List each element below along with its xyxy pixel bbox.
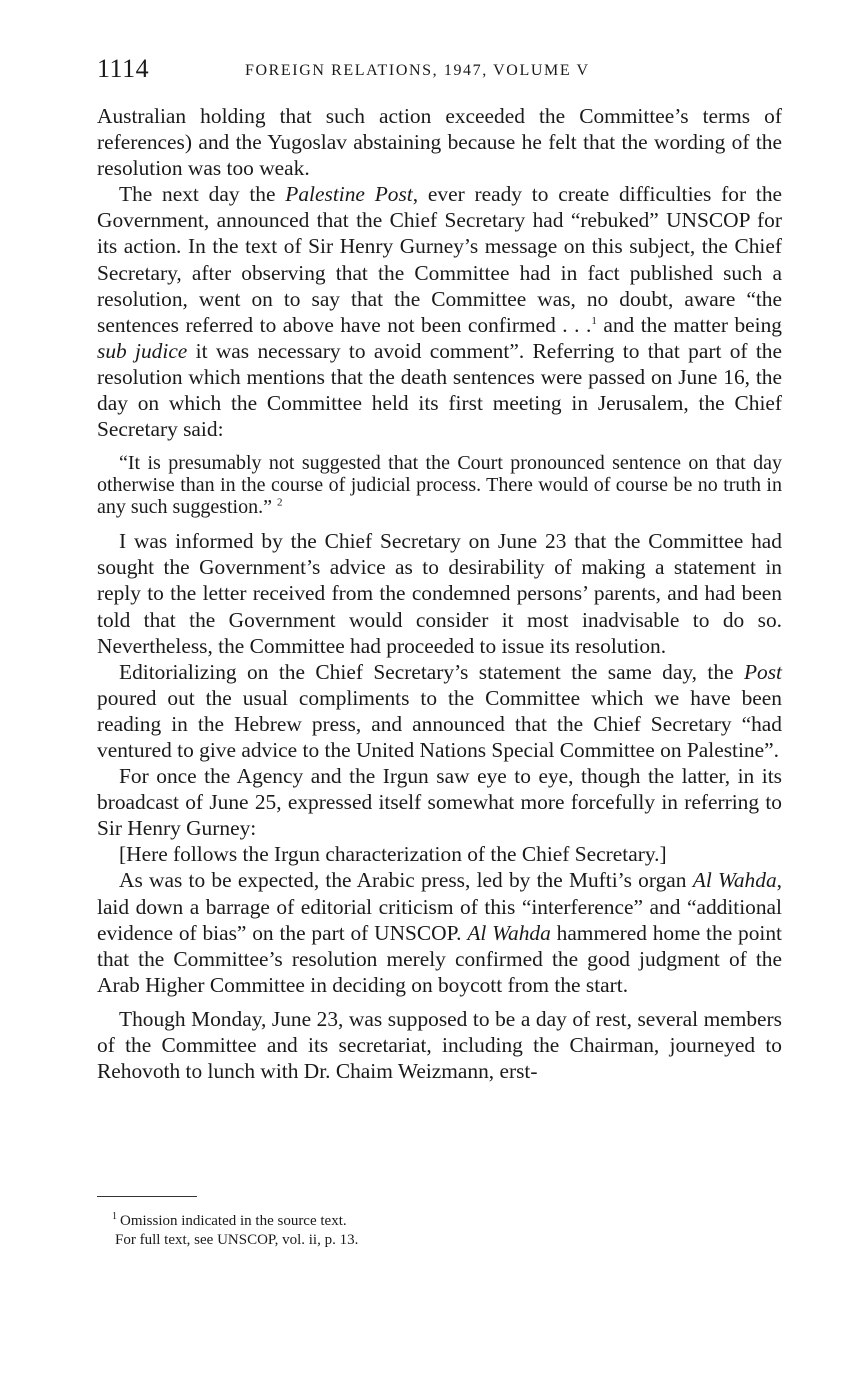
footnote-text: Omission indicated in the source text. — [120, 1213, 347, 1229]
page-number: 1114 — [97, 54, 150, 83]
text-run: Editorializing on the Chief Secretary’s statement the same day, the — [119, 659, 744, 684]
italic-title: Al Wahda — [467, 920, 551, 945]
paragraph-4 — [97, 659, 782, 763]
text-run: poured out the usual compliments to the Committee which we have been reading in the Hebrew press, and announced that the Chief Secretary “had ventured to give advice to the United Nations Special Committee on Palestine”. — [97, 685, 782, 762]
paragraph-2 — [97, 181, 782, 442]
footnote-1 — [112, 1212, 358, 1231]
text-run: As was to be expected, the Arabic press, led by the Mufti’s organ — [119, 868, 693, 893]
quote-text: “It is presumably not suggested that the Court pronounced sentence on that day otherwise than in the course of judicial process. There would of course be no truth in any such suggestion.” — [97, 452, 782, 519]
text-run: and the matter being — [596, 312, 783, 337]
italic-title: Al Wahda — [692, 868, 777, 893]
paragraph-3: I was informed by the Chief Secretary on June 23 that the Committee had sought the Government’s advice as to desirability of making a statement in reply to the letter received from the condemned persons’ parents, and had been told that the Government would consider it most inadvisable to do so. Nevertheless, the Committee had proceeded to issue its resolution. — [97, 529, 782, 658]
footnotes — [112, 1212, 358, 1250]
paragraph-8: Though Monday, June 23, was supposed to be a day of rest, several members of the Committee and its secretariat, including the Chairman, journeyed to Rehovoth to lunch with Dr. Chaim Weizmann, erst- — [97, 1006, 782, 1084]
editorial-note: [Here follows the Irgun characterization of the Chief Secretary.] — [119, 842, 667, 867]
running-head: FOREIGN RELATIONS, 1947, VOLUME V — [245, 62, 590, 79]
body-text — [97, 103, 782, 1084]
footnote-reference: 2 — [276, 496, 283, 509]
footnote-text: For full text, see UNSCOP, vol. ii, p. 13. — [115, 1232, 359, 1248]
italic-term: sub judice — [97, 338, 188, 363]
text-run: , laid down a barrage of editorial criticism of this “interference” and “additional evidence of bias” on the part of UNSCOP. — [97, 868, 782, 945]
paragraph-5: For once the Agency and the Irgun saw eye to eye, though the latter, in its broadcast of June 25, expressed itself somewhat more forcefully in referring to Sir Henry Gurney: — [97, 764, 782, 841]
text-run: it was necessary to avoid comment”. Referring to that part of the resolution which mentions that the death sentences were passed on June 16, the day on which the Committee held its first meeting in Jerusalem, the Chief Secretary said: — [97, 338, 782, 442]
footnote-reference: 1 — [591, 314, 597, 327]
block-quote — [97, 452, 782, 518]
paragraph-1: Australian holding that such action exceeded the Committee’s terms of references) and the Yugoslav abstaining because he felt that the wording of the resolution was too weak. — [97, 104, 782, 181]
footnote-divider — [97, 1196, 197, 1197]
paragraph-7 — [97, 867, 782, 997]
italic-title: Post — [743, 659, 782, 684]
footnote-2 — [112, 1231, 358, 1250]
text-run: The next day the — [119, 182, 286, 207]
footnote-mark: 1 — [112, 1211, 117, 1222]
page-header — [97, 54, 787, 88]
text-run: , ever ready to create difficulties for the Government, announced that the Chief Secretary had “rebuked” UNSCOP for its action. In the text of Sir Henry Gurney’s message on this subject, the Chief Secretary, after observing that the Committee had in fact published such a resolution, went on to say that the Committee was, no doubt, aware “the sentences referred to above have not been confirmed . . . — [97, 182, 783, 337]
text-run: hammered home the point that the Committee’s resolution merely confirmed the good judgment of the Arab Higher Committee in deciding on boycott from the start. — [97, 920, 782, 997]
italic-title: Palestine Post — [285, 182, 413, 207]
